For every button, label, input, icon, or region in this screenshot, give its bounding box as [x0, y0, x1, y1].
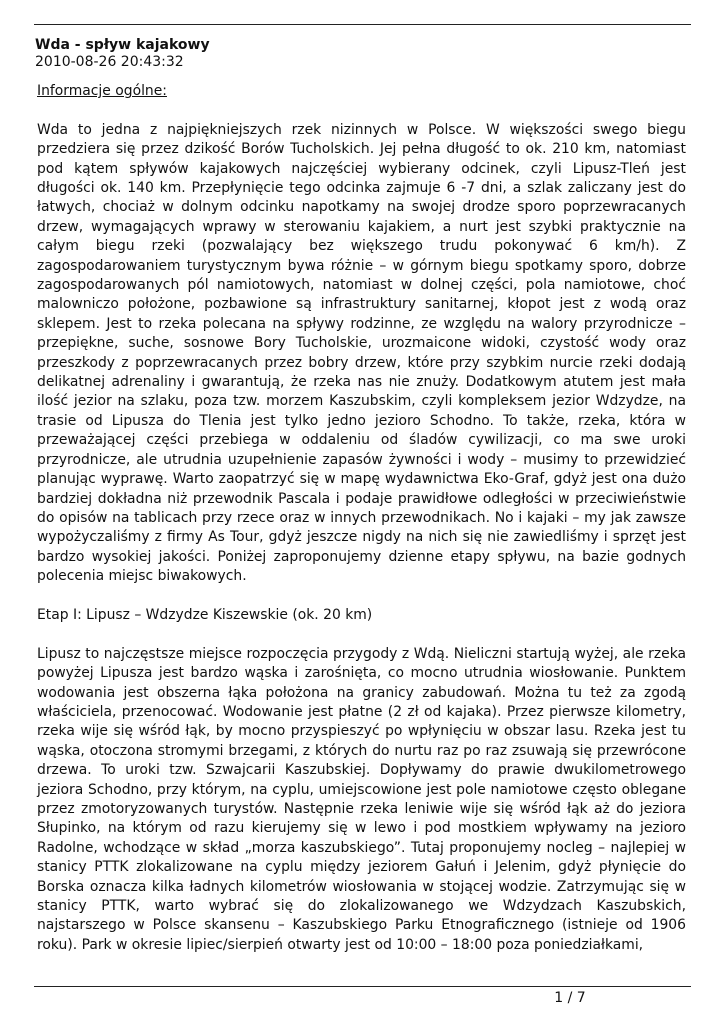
section-heading: Informacje ogólne: — [37, 83, 167, 99]
document-date: 2010-08-26 20:43:32 — [35, 54, 184, 70]
top-rule — [34, 24, 691, 25]
document-body — [37, 82, 686, 955]
page-number: 1 / 7 — [554, 990, 586, 1006]
paragraph-stage-one: Lipusz to najczęstsze miejsce rozpoczęcia przygody z Wdą. Nieliczni startują wyżej, ale rzeka powyżej Lipusza jest bardzo wąska i zarośnięta, co mocno utrudnia wiosłowanie. Punktem wodowania jest obszerna łąka położona na granicy zabudowań. Można tu też za zgodą właściciela, przenocować. Wodowanie jest płatne (2 zł od kajaka). Przez pierwsze kilometry, rzeka wije się wśród łąk, by mocno przyspieszyć po wpłynięciu w obszar lasu. Rzeka jest tu wąska, otoczona stromymi brzegami, z których do nurtu raz po raz zsuwają się przewrócone drzewa. To uroki tzw. Szwajcarii Kaszubskiej. Dopływamy do prawie dwukilometrowego jeziora Schodno, przy którym, na cyplu, umiejscowione jest pole namiotowe często oblegane przez zmotoryzowanych turystów. Następnie rzeka leniwie wije się wśród łąk aż do jeziora Słupinko, na którym od razu kierujemy się w lewo i pod mostkiem wpływamy na jezioro Radolne, wchodzące w skład „morza kaszubskiego”. Tutaj proponujemy nocleg – najlepiej w stanicy PTTK zlokalizowane na cyplu między jeziorem Gałuń i Jelenim, gdyż płynięcie do Borska oznacza kilka ładnych kilometrów wiosłowania w stojącej wodzie. Zatrzymując się w stanicy PTTK, warto wybrać się do zlokalizowanego we Wdzydzach Kaszubskich, najstarszego w Polsce skansenu – Kaszubskiego Parku Etnograficznego (istnieje od 1906 roku). Park w okresie lipiec/sierpień otwarty jest od 10:00 – 18:00 poza poniedziałkami, — [37, 645, 686, 953]
bottom-rule — [34, 986, 691, 987]
paragraph-stage-heading: Etap I: Lipusz – Wdzydze Kiszewskie (ok. 20 km) — [37, 606, 373, 623]
document-title: Wda - spływ kajakowy — [35, 37, 210, 53]
paragraph-intro: Wda to jedna z najpiękniejszych rzek nizinnych w Polsce. W większości swego biegu przedziera się przez dzikość Borów Tucholskich. Jej pełna długość to ok. 210 km, natomiast pod kątem spływów kajakowych najczęściej wybierany odcinek, czyli Lipusz-Tleń jest długości ok. 140 km. Przepłynięcie tego odcinka zajmuje 6 -7 dni, a szlak zaliczany jest do łatwych, chociaż w dolnym odcinku napotkamy na swojej drodze sporo poprzewracanych drzew, wymagających wprawy w sterowaniu kajakiem, a nurt jest szybki praktycznie na całym biegu rzeki (pozwalający bez większego trudu pokonywać 6 km/h). Z zagospodarowaniem turystycznym bywa różnie – w górnym biegu spotkamy sporo, dobrze zagospodarowanych pól namiotowych, natomiast w dolnej części, pola namiotowe, choć malowniczo położone, pozbawione są infrastruktury sanitarnej, kłopot jest z wodą oraz sklepem. Jest to rzeka polecana na spływy rodzinne, ze względu na walory przyrodnicze – przepiękne, suche, sosnowe Bory Tucholskie, urozmaicone widoki, czystość wody oraz przeszkody z poprzewracanych przez bobry drzew, które przy szybkim nurcie rzeki dodają delikatnej adrenaliny i gwarantują, że rzeka nas nie znuży. Dodatkowym atutem jest mała ilość jezior na szlaku, poza tzw. morzem Kaszubskim, czyli kompleksem jezior Wdzydze, na trasie od Lipusza do Tlenia jest tylko jedno jezioro Schodno. To także, rzeka, która w przeważającej części przebiega w oddaleniu od śladów cywilizacji, co ma swe uroki przyrodnicze, ale utrudnia uzupełnienie zapasów żywności i wody – musimy to przewidzieć planując wyprawę. Warto zaopatrzyć się w mapę wydawnictwa Eko-Graf, gdyż jest ona dużo bardziej dokładna niż przewodnik Pascala i podaje prawidłowe odległości w przeciwieństwie do opisów na tablicach przy rzece oraz w innych przewodnikach. No i kajaki – my jak zawsze wypożyczaliśmy z firmy As Tour, gdyż jeszcze nigdy na nich się nie zawiedliśmy i sprzęt jest bardzo wysokiej jakości. Poniżej zaproponujemy dzienne etapy spływu, na bazie godnych polecenia miejsc biwakowych. — [37, 121, 686, 585]
